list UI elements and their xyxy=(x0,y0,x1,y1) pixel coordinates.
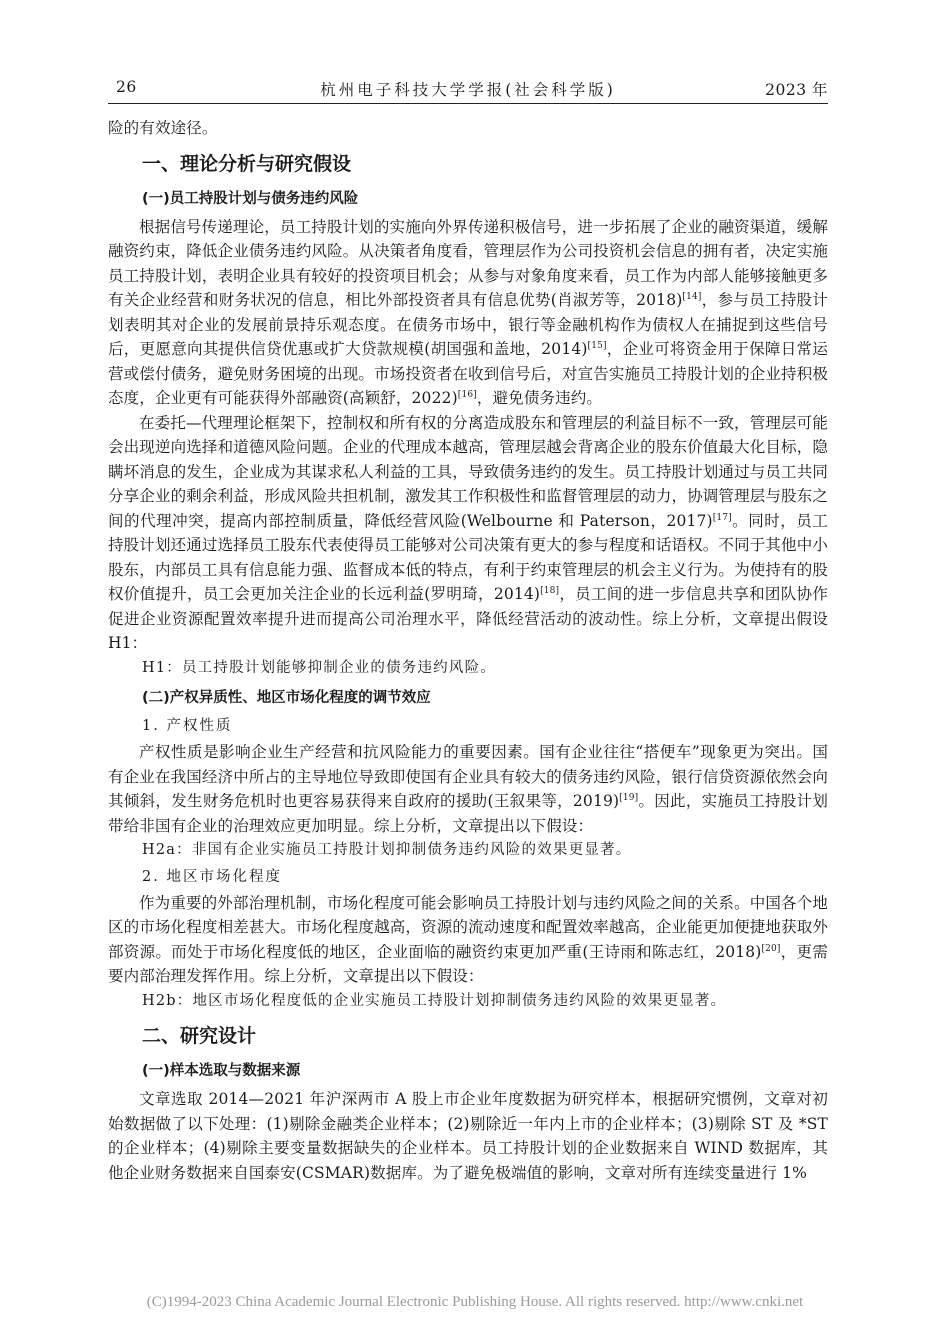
hypothesis-h2b: H2b：地区市场化程度低的企业实施员工持股计划抑制债务违约风险的效果更显著。 xyxy=(142,992,727,1009)
citation-17: [17] xyxy=(712,512,732,523)
subheading-ownership: 1. 产权性质 xyxy=(142,718,233,734)
running-header xyxy=(108,76,828,102)
page-number: 26 xyxy=(116,78,137,96)
paragraph-ownership: 产权性质是影响企业生产经营和抗风险能力的重要因素。国有企业往往“搭便车”现象更为突出。国有企业在我国经济中所占的主导地位导致即使国有企业具有较大的债务违约风险，银行信贷资源依然会向其倾斜，发生财务危机时也更容易获得来自政府的援助(王叙果等，2019)[19]。因此，实施员工持股计划带给非国有企业的治理效应更加明显。综上分析，文章提出以下假设： xyxy=(108,743,828,835)
subsection-heading-1-1: (一)员工持股计划与债务违约风险 xyxy=(142,190,359,207)
article-body xyxy=(108,116,828,1185)
hypothesis-h2a: H2a：非国有企业实施员工持股计划抑制债务违约风险的效果更显著。 xyxy=(142,842,632,858)
citation-16: [16] xyxy=(457,389,477,400)
citation-14: [14] xyxy=(682,291,702,302)
citation-19: [19] xyxy=(619,792,639,803)
header-year: 2023 年 xyxy=(765,81,828,99)
paragraph-signal-theory: 根据信号传递理论，员工持股计划的实施向外界传递积极信号，进一步拓展了企业的融资渠道，缓解融资约束，降低企业债务违约风险。从决策者角度看，管理层作为公司投资机会信息的拥有者，决定实施员工持股计划，表明企业具有较好的投资项目机会；从参与对象角度来看，员工作为内部人能够接触更多有关企业经营和财务状况的信息，相比外部投资者具有信息优势(肖淑芳等，2018)[14]，参与员工持股计划表明其对企业的发展前景持乐观态度。在债务市场中，银行等金融机构作为债权人在捕捉到这些信号后，更愿意向其提供信贷优惠或扩大贷款规模(胡国强和盖地，2014)[15]，企业可将资金用于保障日常运营或偿付债务，避免财务困境的出现。市场投资者在收到信号后，对宣告实施员工持股计划的企业持积极态度，企业更有可能获得外部融资(高颖舒，2022)[16]，避免债务违约。 xyxy=(108,217,828,407)
hypothesis-h1: H1：员工持股计划能够抑制企业的债务违约风险。 xyxy=(142,659,496,676)
header-rule xyxy=(108,103,828,104)
subsection-heading-1-2: (二)产权异质性、地区市场化程度的调节效应 xyxy=(142,690,431,706)
paragraph-continued: 险的有效途径。 xyxy=(108,119,218,137)
citation-20: [20] xyxy=(761,943,781,954)
subheading-marketization: 2. 地区市场化程度 xyxy=(142,868,282,885)
citation-15: [15] xyxy=(587,340,607,351)
subsection-heading-2-1: (一)样本选取与数据来源 xyxy=(142,1063,301,1079)
section-heading-1: 一、理论分析与研究假设 xyxy=(142,152,352,175)
section-heading-2: 二、研究设计 xyxy=(142,1025,257,1047)
citation-18: [18] xyxy=(540,585,560,596)
paragraph-sample: 文章选取 2014—2021 年沪深两市 A 股上市企业年度数据为研究样本，根据研究惯例，文章对初始数据做了以下处理：(1)剔除金融类企业样本；(2)剔除近一年内上市的企业样本；(3)剔除 ST 及 *ST 的企业样本；(4)剔除主要变量数据缺失的企业样本。员工持股计划的企业数据来自 WIND 数据库，其他企业财务数据来自国泰安(CSMAR)数据库。为了避免极端值的影响，文章对所有连续变量进行 1% xyxy=(108,1090,828,1182)
journal-title: 杭州电子科技大学学报(社会科学版) xyxy=(320,81,616,99)
paragraph-agency-theory: 在委托—代理理论框架下，控制权和所有权的分离造成股东和管理层的利益目标不一致，管理层可能会出现逆向选择和道德风险问题。企业的代理成本越高，管理层越会背离企业的股东价值最大化目标，隐瞒坏消息的发生，企业成为其谋求私人利益的工具，导致债务违约的发生。员工持股计划通过与员工共同分享企业的剩余利益，形成风险共担机制，激发其工作积极性和监督管理层的动力，协调管理层与股东之间的代理冲突，提高内部控制质量，降低经营风险(Welbourne 和 Paterson，2017)[17]。同时，员工持股计划还通过选择员工股东代表使得员工能够对公司决策有更大的参与程度和话语权。不同于其他中小股东，内部员工具有信息能力强、监督成本低的特点，有利于约束管理层的机会主义行为。为使持有的股权价值提升，员工会更加关注企业的长远利益(罗明琦，2014)[18]，员工间的进一步信息共享和团队协作促进企业资源配置效率提升进而提高公司治理水平，降低经营活动的波动性。综上分析，文章提出假设 H1： xyxy=(108,413,828,652)
copyright-footer: (C)1994-2023 China Academic Journal Electronic Publishing House. All rights reserved. http://www.cnki.net xyxy=(146,1294,804,1310)
paragraph-marketization: 作为重要的外部治理机制，市场化程度可能会影响员工持股计划与违约风险之间的关系。中国各个地区的市场化程度相差甚大。市场化程度越高，资源的流动速度和配置效率越高，企业能更加便捷地获取外部资源。而处于市场化程度低的地区，企业面临的融资约束更加严重(王诗雨和陈志红，2018)[20]，更需要内部治理发挥作用。综上分析，文章提出以下假设： xyxy=(108,893,828,985)
